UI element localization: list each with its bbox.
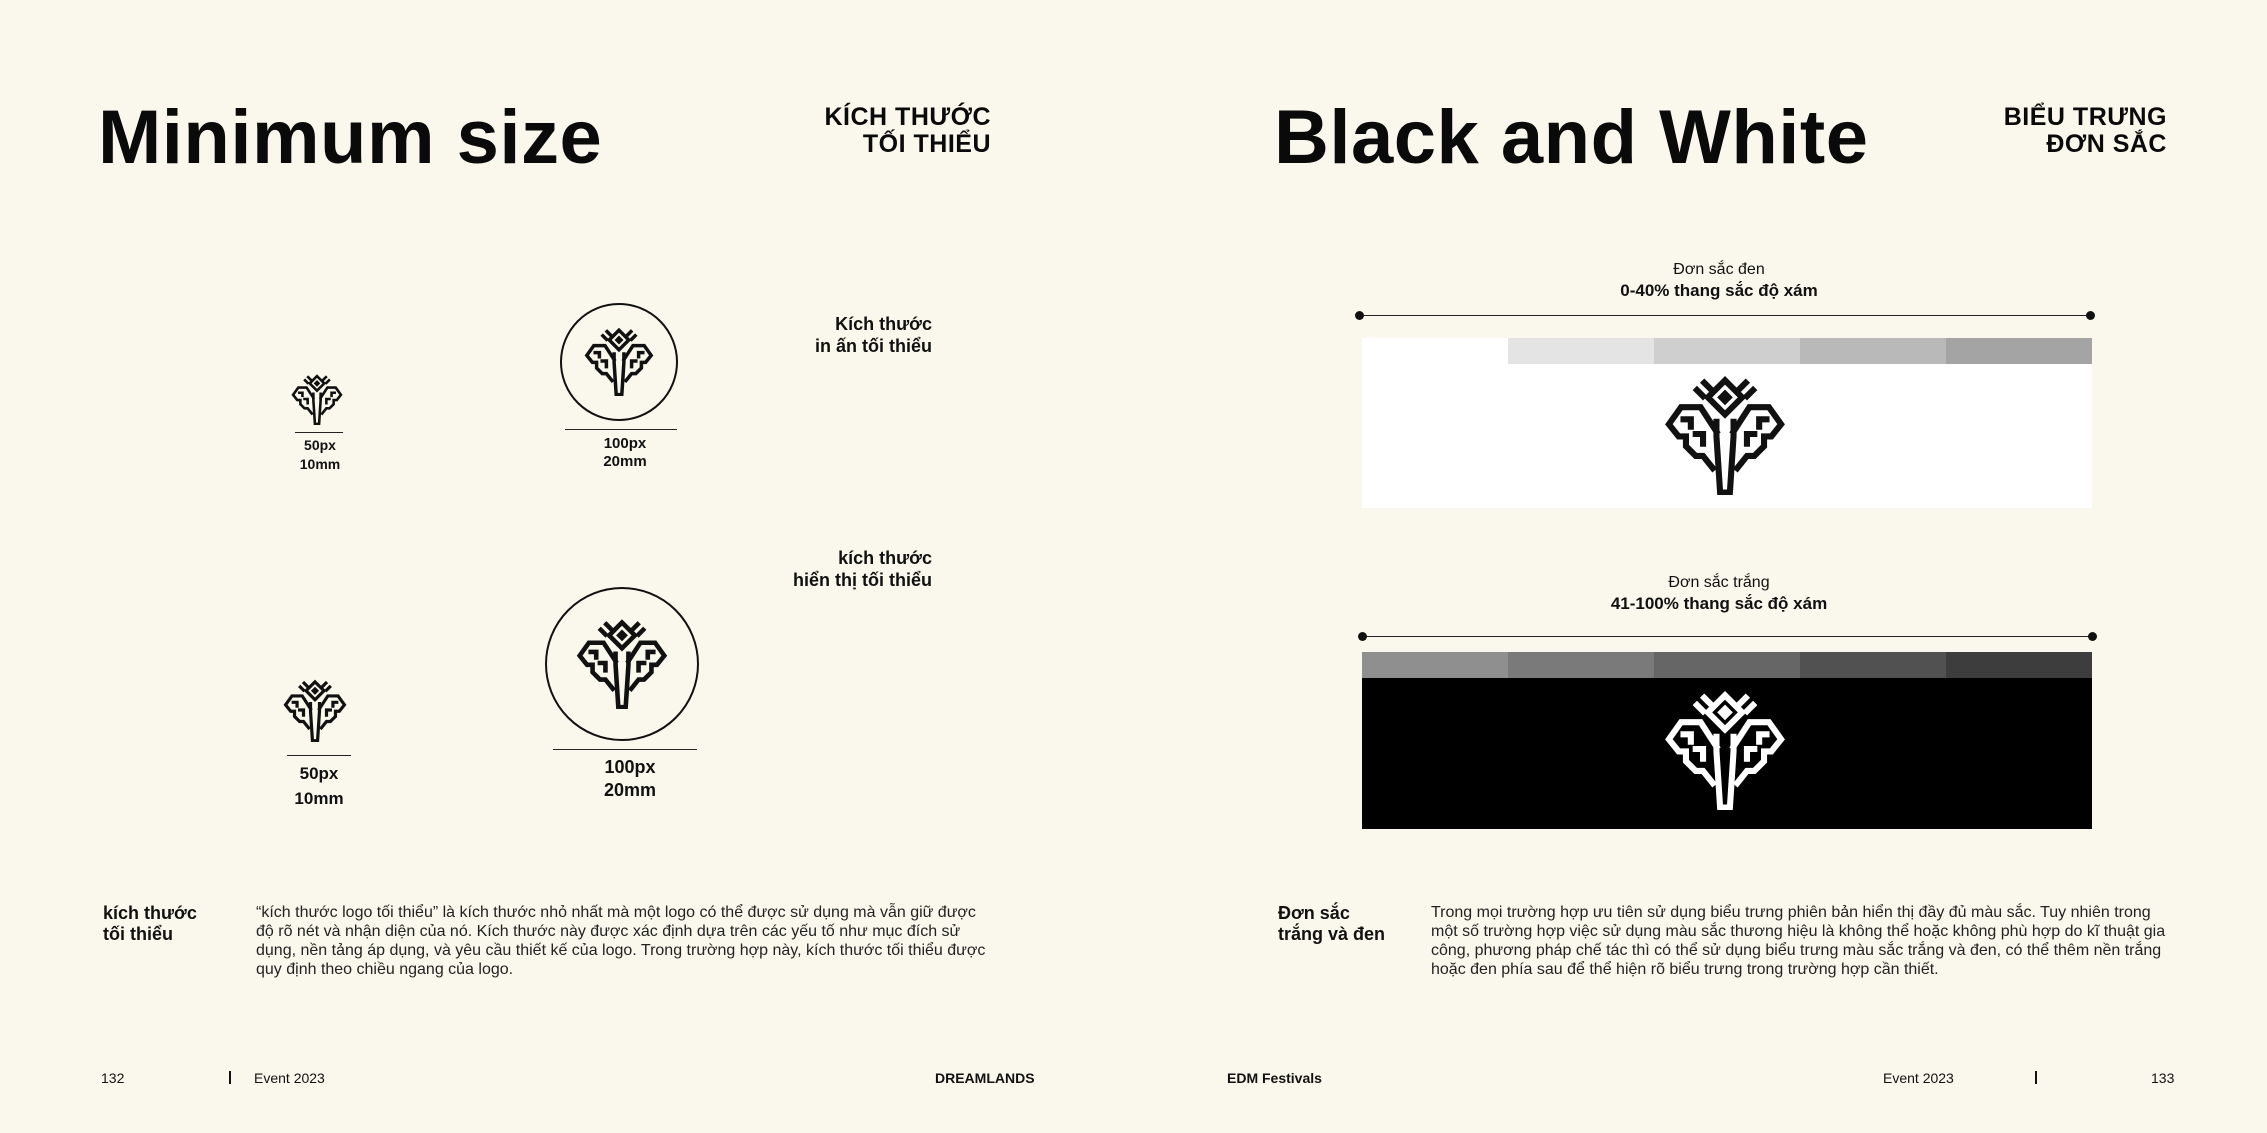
divider bbox=[565, 429, 677, 430]
print-minimum-label bbox=[732, 313, 932, 357]
range-dot-start bbox=[1358, 632, 1367, 641]
section-title-line-2: ĐƠN SẮC bbox=[2046, 130, 2167, 158]
divider bbox=[553, 749, 697, 750]
print-label-line-2: in ấn tối thiểu bbox=[815, 336, 932, 356]
dreamlands-tree-logo-icon bbox=[584, 326, 654, 396]
grayscale-swatch bbox=[1362, 338, 1508, 364]
display-label-line-2: hiển thị tối thiểu bbox=[793, 570, 932, 590]
heading-line-1: kích thước bbox=[103, 903, 197, 923]
range-dot-end bbox=[2086, 311, 2095, 320]
grayscale-swatch bbox=[1946, 338, 2092, 364]
range-line bbox=[1359, 315, 2091, 316]
size-px: 50px bbox=[304, 437, 336, 453]
divider bbox=[295, 432, 343, 433]
size-px: 50px bbox=[299, 764, 339, 783]
size-caption-display-small bbox=[269, 761, 369, 811]
description-heading bbox=[1278, 903, 1428, 945]
dreamlands-tree-logo-icon bbox=[576, 617, 668, 709]
divider bbox=[287, 755, 351, 756]
size-mm: 10mm bbox=[294, 789, 344, 808]
heading-line-1: Đơn sắc bbox=[1278, 903, 1350, 923]
section-title-line-2: TỐI THIỂU bbox=[862, 130, 991, 158]
logo-black-on-white bbox=[1660, 373, 1790, 495]
heading-line-2: trắng và đen bbox=[1278, 924, 1386, 944]
size-px: 100px bbox=[604, 757, 656, 777]
grayscale-swatch bbox=[1800, 652, 1946, 678]
size-caption-print-large bbox=[580, 435, 670, 471]
footer-brand: EDM Festivals bbox=[1227, 1070, 1322, 1086]
page-title: Minimum size bbox=[98, 95, 603, 180]
section-title-vi bbox=[741, 104, 991, 158]
footer-event: Event 2023 bbox=[1883, 1070, 1954, 1086]
size-caption-print-small bbox=[280, 436, 360, 474]
footer-divider bbox=[229, 1071, 231, 1084]
caption-line-2: 41-100% thang sắc độ xám bbox=[1610, 594, 1828, 613]
grayscale-swatch bbox=[1508, 338, 1654, 364]
logo-large-print bbox=[584, 326, 654, 396]
grayscale-swatch bbox=[1654, 652, 1800, 678]
logo-large-display bbox=[576, 617, 668, 709]
grayscale-swatch bbox=[1654, 338, 1800, 364]
print-label-line-1: Kích thước bbox=[835, 314, 932, 334]
size-mm: 20mm bbox=[603, 780, 657, 800]
size-px: 100px bbox=[603, 435, 647, 452]
description-text: Trong mọi trường hợp ưu tiên sử dụng biểu trưng phiên bản hiển thị đầy đủ màu sắc. Tuy nhiên trong một số trường hợp việc sử dụng màu sắc thương hiệu là không thể hoặc không phù hợp do kĩ thuật gia công, phương pháp chế tác thì có thể sử dụng biểu trưng màu sắc trắng và đen, có thể thêm nền trắng hoặc đen phía sau để thể hiện rõ biểu trưng trong trường hợp cần thiết. bbox=[1431, 904, 2166, 978]
display-minimum-label bbox=[712, 547, 932, 591]
page-title: Black and White bbox=[1274, 95, 1869, 180]
caption-line-2: 0-40% thang sắc độ xám bbox=[1620, 281, 1818, 300]
white-mono-caption bbox=[1519, 572, 1919, 614]
size-caption-display-large bbox=[570, 756, 690, 802]
footer-event: Event 2023 bbox=[254, 1070, 325, 1086]
dreamlands-tree-logo-icon bbox=[1660, 373, 1790, 495]
caption-line-1: Đơn sắc trắng bbox=[1668, 574, 1770, 591]
dreamlands-tree-logo-icon bbox=[291, 373, 343, 425]
grayscale-swatch bbox=[1362, 652, 1508, 678]
logo-small-display bbox=[283, 678, 347, 742]
range-line bbox=[1362, 636, 2092, 637]
logo-white-on-black bbox=[1660, 688, 1790, 810]
caption-line-1: Đơn sắc đen bbox=[1673, 261, 1765, 278]
logo-small-print bbox=[291, 373, 343, 425]
heading-line-2: tối thiểu bbox=[103, 924, 173, 944]
range-dot-end bbox=[2088, 632, 2097, 641]
grayscale-swatch bbox=[1508, 652, 1654, 678]
footer-divider bbox=[2035, 1071, 2037, 1084]
size-mm: 10mm bbox=[299, 456, 341, 472]
dreamlands-tree-logo-icon bbox=[1660, 688, 1790, 810]
section-title-line-1: BIỂU TRƯNG bbox=[2003, 103, 2167, 131]
section-title-vi bbox=[1917, 104, 2167, 158]
grayscale-swatch bbox=[1946, 652, 2092, 678]
page-number: 133 bbox=[2151, 1070, 2175, 1086]
footer-brand: DREAMLANDS bbox=[935, 1070, 1035, 1086]
range-dot-start bbox=[1355, 311, 1364, 320]
section-title-line-1: KÍCH THƯỚC bbox=[824, 103, 991, 131]
display-label-line-1: kích thước bbox=[838, 548, 932, 568]
description-heading bbox=[103, 903, 243, 945]
description-text: “kích thước logo tối thiểu” là kích thước nhỏ nhất mà một logo có thể được sử dụng mà vẫn giữ được độ rõ nét và nhận diện của nó. Kích thước này được xác định dựa trên các yếu tố như mục đích sử dụng, nền tảng áp dụng, và yêu cầu thiết kế của logo. Trong trường hợp này, kích thước tối thiểu được quy định theo chiều ngang của logo. bbox=[256, 904, 986, 978]
grayscale-swatch bbox=[1800, 338, 1946, 364]
black-mono-caption bbox=[1519, 259, 1919, 301]
size-mm: 20mm bbox=[603, 453, 647, 470]
page-number: 132 bbox=[101, 1070, 125, 1086]
dreamlands-tree-logo-icon bbox=[283, 678, 347, 742]
